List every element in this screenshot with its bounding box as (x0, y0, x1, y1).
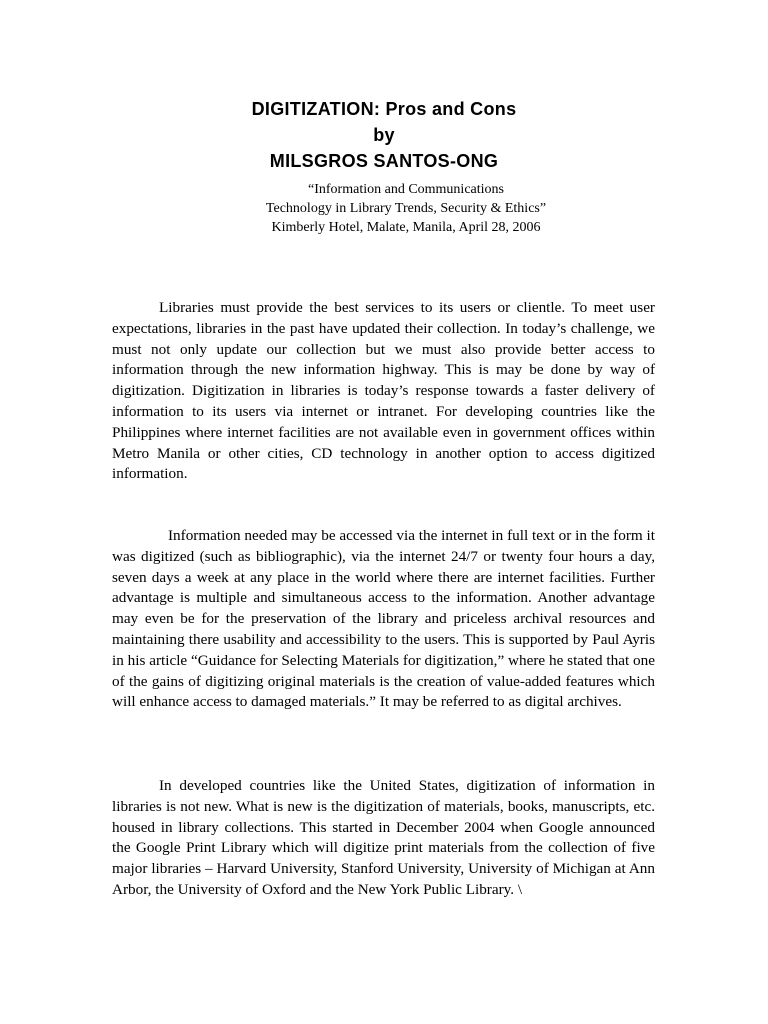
body-paragraph-1: Libraries must provide the best services to its users or clientle. To meet user expectations, libraries in the past have updated their collection. In today’s challenge, we must not only update our collection but we must also provide better access to information through the new information highway. This is may be done by way of digitization. Digitization in libraries is today’s response towards a faster delivery of information to its users via internet or intranet. For developing countries like the Philippines where internet facilities are not available even in government offices within Metro Manila or other cities, CD technology in another option to access digitized information. (112, 299, 655, 483)
document-title: DIGITIZATION: Pros and Cons (251, 99, 517, 119)
author-name: MILSGROS SANTOS-ONG (269, 151, 499, 171)
event-info (0, 180, 768, 237)
body-paragraph-2: Information needed may be accessed via the internet in full text or in the form it was digitized (such as bibliographic), via the internet 24/7 or twenty four hours a day, seven days a week at any place in the world where there are internet facilities. Further advantage is multiple and simultaneous access to the information. Another advantage may even be for the preservation of the library and priceless archival resources and maintaining there usability and accessibility to the users. This is supported by Paul Ayris in his article “Guidance for Selecting Materials for digitization,” where he stated that one of the gains of digitizing original materials is the creation of value-added features which will enhance access to damaged materials.” It may be referred to as digital archives. (112, 527, 655, 711)
title-block (0, 96, 768, 174)
event-line-1: “Information and Communications (308, 182, 504, 197)
body-paragraph-3: In developed countries like the United States, digitization of information in libraries is not new. What is new is the digitization of materials, books, manuscripts, etc. housed in library collections. This started in December 2004 when Google announced the Google Print Library which will digitize print materials from the collection of five major libraries – Harvard University, Stanford University, University of Michigan at Ann Arbor, the University of Oxford and the New York Public Library. \ (112, 777, 655, 898)
event-line-3: Kimberly Hotel, Malate, Manila, April 28, 2006 (271, 220, 541, 235)
event-line-2: Technology in Library Trends, Security & Ethics” (265, 201, 547, 216)
byline-by: by (373, 125, 395, 145)
